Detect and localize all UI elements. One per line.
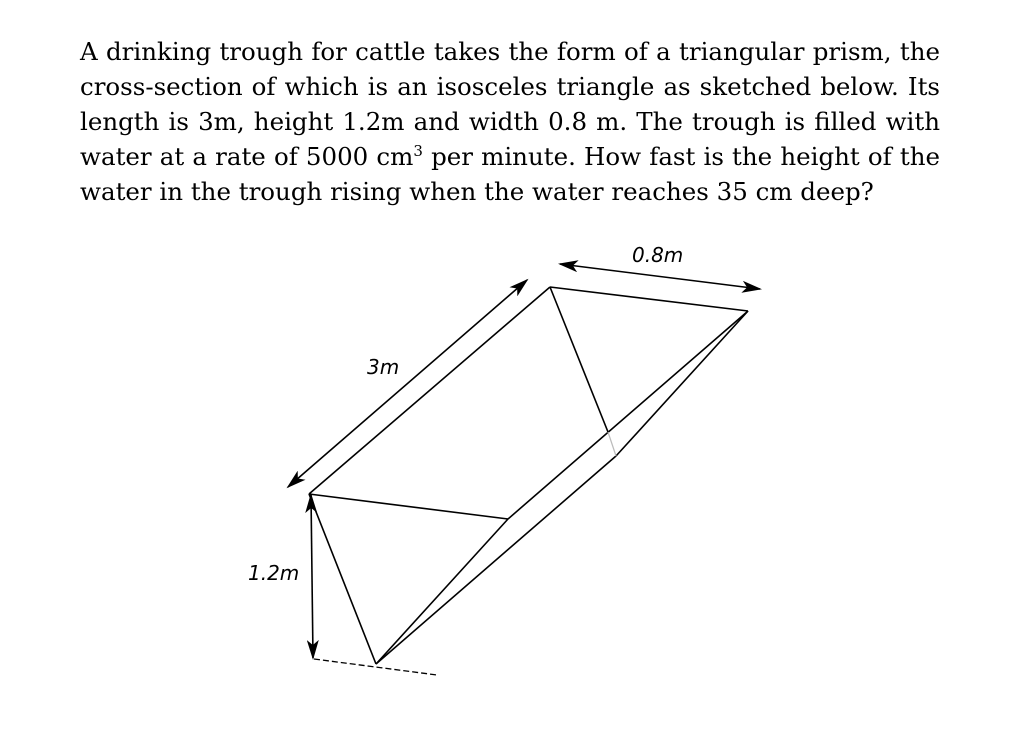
problem-line-4-text: water at a rate of 5000 cm bbox=[80, 142, 414, 171]
height-dimension-arrow bbox=[311, 495, 313, 658]
problem-line-2: cross-section of which is an isosceles triangle as sketched below. Its bbox=[80, 72, 940, 101]
front-left-edge bbox=[309, 494, 376, 664]
length-dimension-arrow bbox=[288, 280, 527, 487]
problem-line-5: water in the trough rising when the water reaches 35 cm deep? bbox=[80, 177, 874, 206]
width-label: 0.8m bbox=[632, 243, 684, 267]
hidden-fold-edge bbox=[608, 432, 616, 456]
problem-line-4-rest: per minute. How fast is the height of the bbox=[422, 142, 940, 171]
bottom-long-edge bbox=[376, 456, 616, 664]
back-right-edge bbox=[616, 311, 748, 456]
back-left-edge bbox=[550, 287, 608, 432]
back-top-edge bbox=[550, 287, 748, 311]
problem-line-3: length is 3m, height 1.2m and width 0.8 m. The trough is filled with bbox=[80, 107, 940, 136]
cubic-exponent: 3 bbox=[413, 141, 423, 160]
front-top-edge bbox=[309, 494, 508, 519]
top-left-long-edge bbox=[309, 287, 550, 494]
dimension-arrows bbox=[288, 264, 760, 675]
length-label: 3m bbox=[367, 355, 400, 379]
height-label: 1.2m bbox=[248, 561, 300, 585]
trough-prism bbox=[309, 287, 748, 664]
front-right-edge bbox=[376, 519, 508, 664]
width-dimension-arrow bbox=[560, 264, 760, 289]
top-right-long-edge bbox=[508, 311, 748, 519]
problem-line-1: A drinking trough for cattle takes the form of a triangular prism, the bbox=[80, 37, 940, 66]
